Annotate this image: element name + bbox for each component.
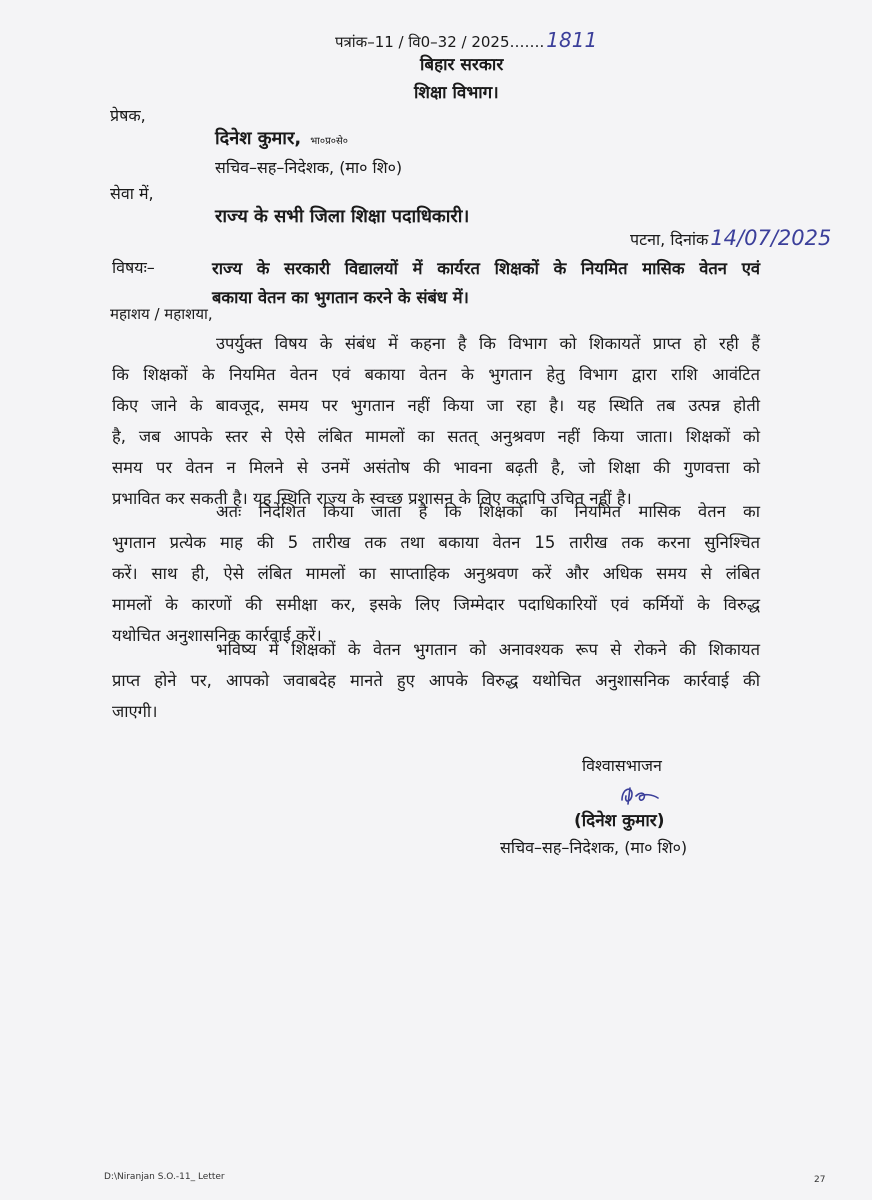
paragraph-line: मामलों के कारणों की समीक्षा कर, इसके लिए जिम्मेदार पदाधिकारियों एवं कर्मियों के विरुद्ध [112,595,760,614]
file-path: D:\Niranjan S.O.-11_ Letter [104,1172,225,1182]
department-name: शिक्षा विभाग। [414,83,499,103]
paragraph-line: जाएगी। [112,702,158,721]
valediction: विश्वासभाजन [582,756,662,775]
body-paragraph-1 [112,328,760,514]
government-name: बिहार सरकार [420,55,504,75]
body-paragraph-2 [112,496,760,651]
paragraph-line: किए जाने के बावजूद, समय पर भुगतान नहीं किया जा रहा है। यह स्थिति तब उत्पन्न होती [112,396,760,415]
paragraph-line: यथोचित अनुशासनिक कार्रवाई करें। [112,626,322,645]
date-line [630,226,831,250]
sender-name: दिनेश कुमार, [215,128,302,149]
paragraph-line: प्रभावित कर सकती है। यह स्थिति राज्य के स्वच्छ प्रशासन के लिए कदापि उचित नहीं है। [112,489,632,508]
body-paragraph-3 [112,634,760,727]
salutation: महाशय / महाशया, [110,305,213,323]
sender-block [215,126,348,150]
paragraph-line: उपर्युक्त विषय के संबंध में कहना है कि विभाग को शिकायतें प्राप्त हो रही हैं [216,334,760,353]
paragraph-line: अतः निदेशित किया जाता है कि शिक्षकों का नियमित मासिक वेतन का [216,502,760,521]
signer-designation: सचिव–सह–निदेशक, (मा० शि०) [500,838,688,857]
signature-scribble [618,782,666,808]
paragraph-line: है, जब आपके स्तर से ऐसे लंबित मामलों का सतत् अनुश्रवण नहीं किया जाता। शिक्षकों को [112,427,760,446]
recipient-label: सेवा में, [110,184,154,203]
handwritten-ref: 1811 [546,28,598,52]
subject-label: विषयः– [112,258,155,277]
reference-number: पत्रांक–11 / वि0–32 / 2025……. 1811 [335,28,598,52]
handwritten-date: 14/07/2025 [710,226,832,250]
sender-label: प्रेषक, [110,106,146,125]
sender-designation: सचिव–सह–निदेशक, (मा० शि०) [215,158,403,177]
recipient-name: राज्य के सभी जिला शिक्षा पदाधिकारी। [215,206,470,227]
paragraph-line: समय पर वेतन न मिलने से उनमें असंतोष की भावना बढ़ती है, जो शिक्षा की गुणवत्ता को [112,458,760,477]
subject-line: राज्य के सरकारी विद्यालयों में कार्यरत शिक्षकों के नियमित मासिक वेतन एवं [212,259,760,278]
paragraph-line: भविष्य में शिक्षकों के वेतन भुगतान को अनावश्यक रूप से रोकने की शिकायत [216,640,760,659]
paragraph-line: प्राप्त होने पर, आपको जवाबदेह मानते हुए आपके विरुद्ध यथोचित अनुशासनिक कार्रवाई की [112,671,760,690]
paragraph-line: भुगतान प्रत्येक माह की 5 तारीख तक तथा बकाया वेतन 15 तारीख तक करना सुनिश्चित [112,533,760,552]
sender-service: भा०प्र०से० [310,136,348,147]
date-label: पटना, दिनांक [630,230,709,249]
subject-text [212,254,760,312]
paragraph-line: करें। साथ ही, ऐसे लंबित मामलों का साप्ताहिक अनुश्रवण करें और अधिक समय से लंबित [112,564,760,583]
page-number: 27 [814,1175,826,1185]
subject-line: बकाया वेतन का भुगतान करने के संबंध में। [212,288,469,307]
signer-name: (दिनेश कुमार) [574,811,665,831]
paragraph-line: कि शिक्षकों के नियमित वेतन एवं बकाया वेतन के भुगतान हेतु विभाग द्वारा राशि आवंटित [112,365,760,384]
